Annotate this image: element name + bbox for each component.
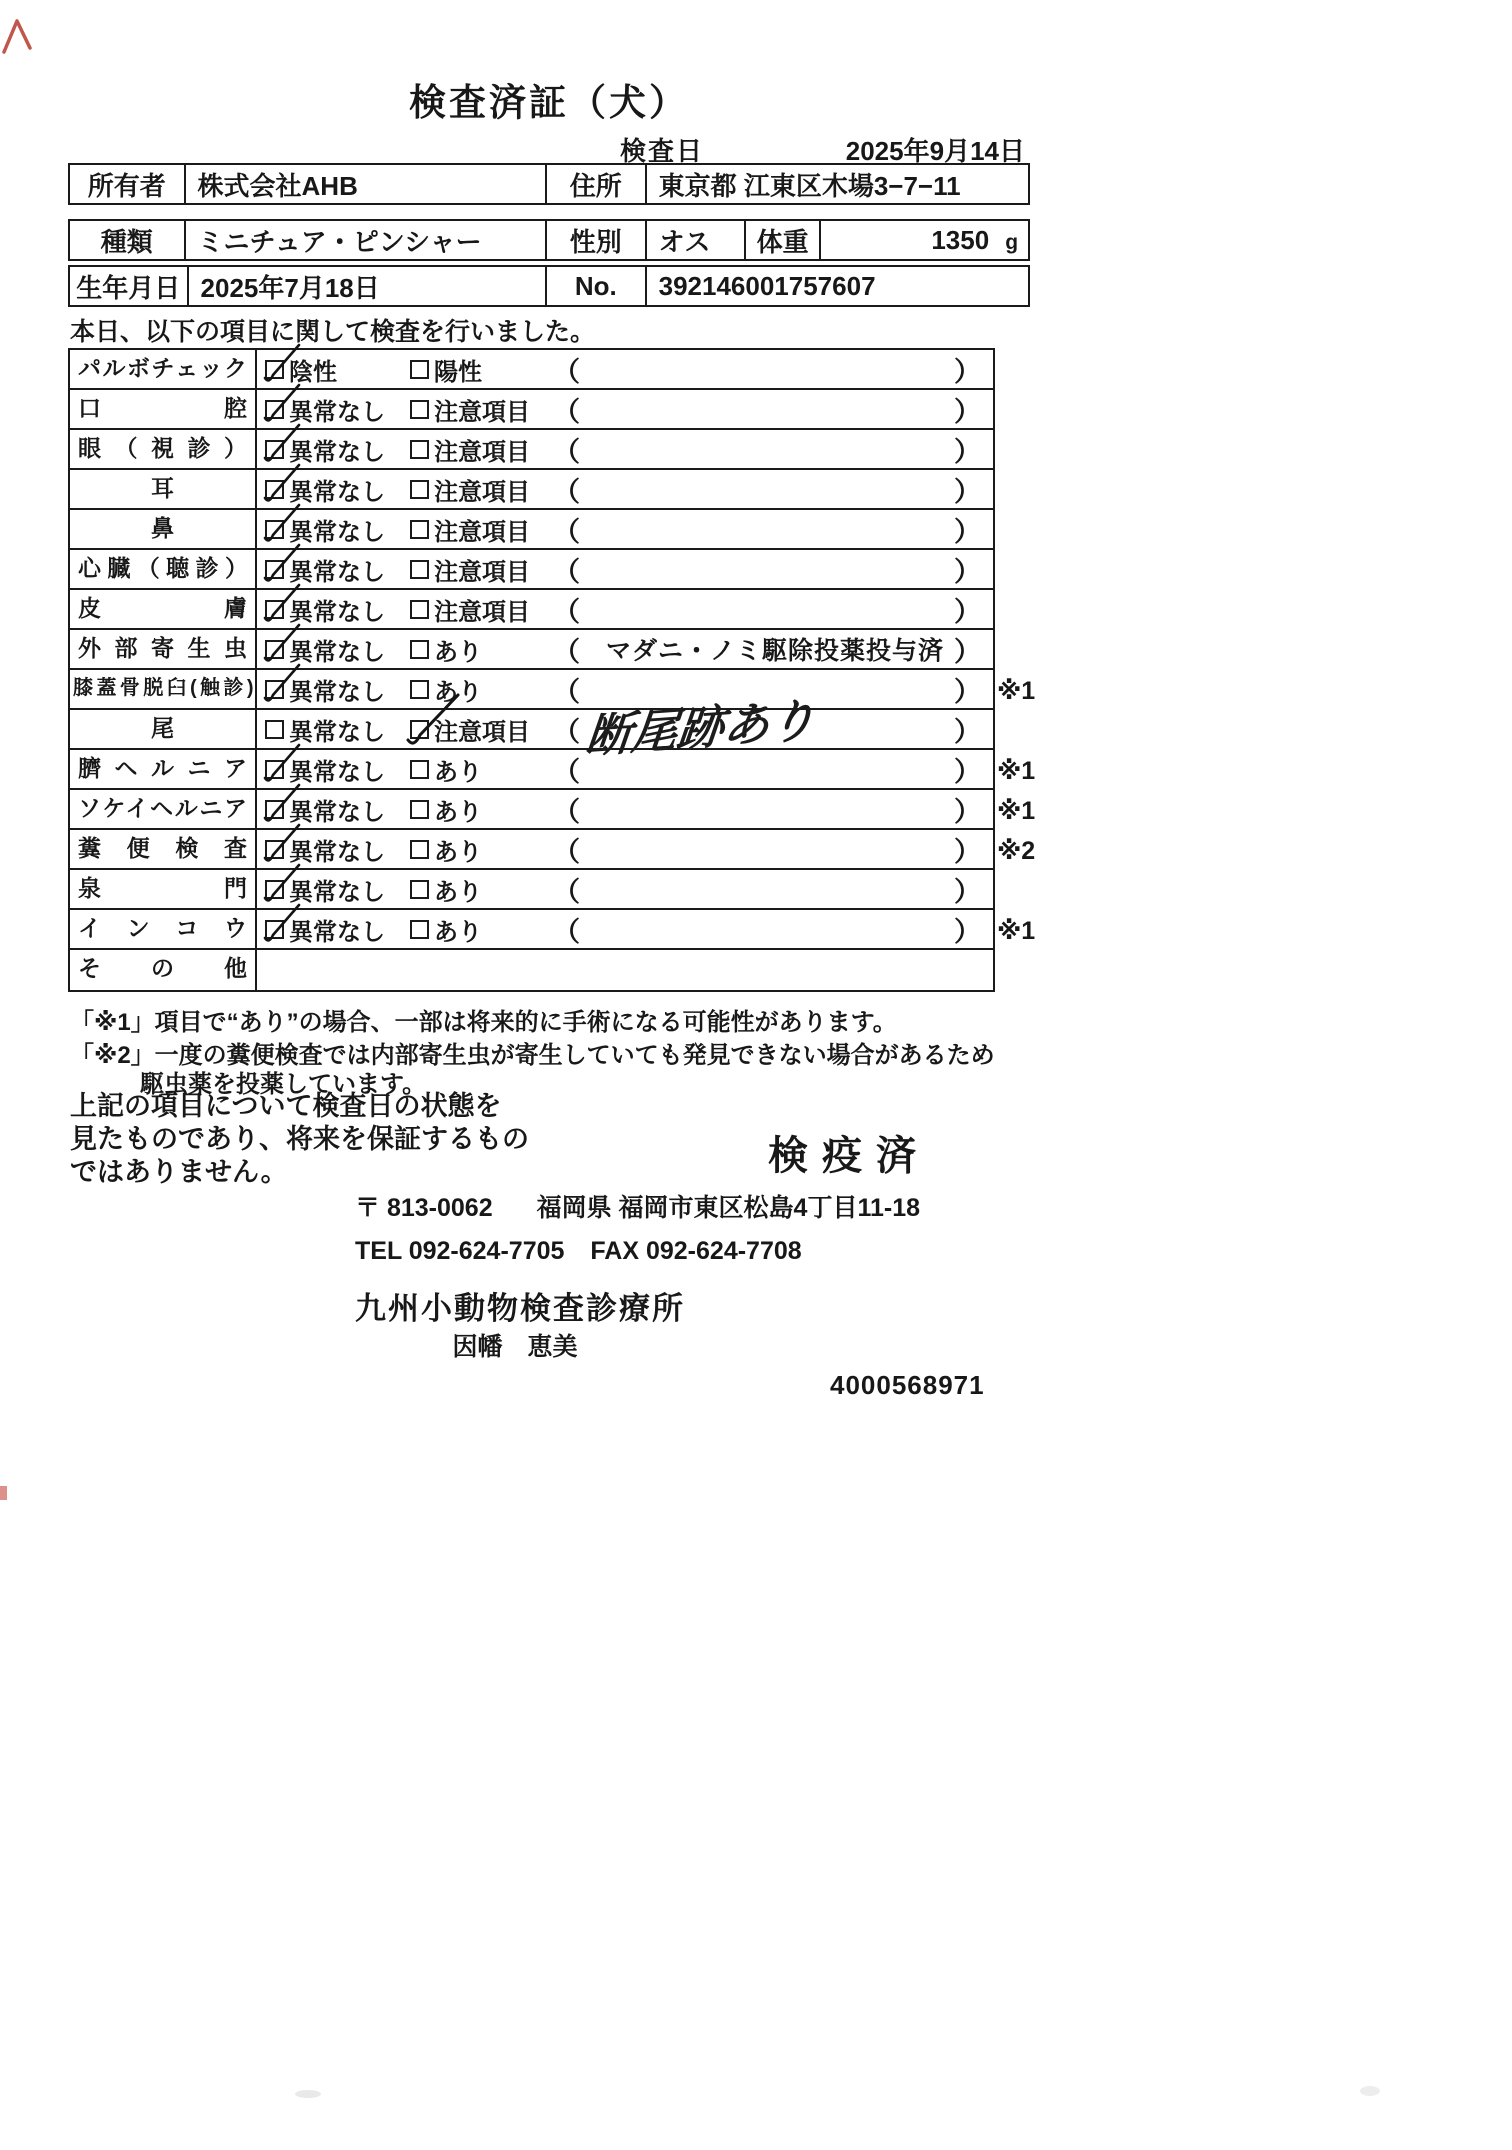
clinic-tel: TEL 092-624-7705 [355,1237,565,1265]
checkbox-option-label: 陽性 [434,358,482,386]
checkbox-option [402,552,547,587]
remarks-cell [547,630,993,668]
handwritten-remark: 断尾跡あり [583,692,819,764]
remarks-cell [547,870,993,908]
reference-mark: ※1 [997,797,1036,825]
breed-value: ミニチュア・ピンシャー [184,221,545,259]
checklist-row [70,430,993,470]
disclaimer-line-3: ではありません。 [70,1157,288,1187]
checkbox [265,800,284,819]
checklist-row [70,470,993,510]
checklist-row [70,790,1036,830]
checkbox-option-label: 異常なし [289,598,385,626]
reference-mark: ※2 [997,837,1036,865]
quarantine-stamp: 検疫済 [768,1134,930,1178]
checkbox [265,440,284,459]
checklist-row [70,550,993,590]
checkbox [410,800,429,819]
open-paren: （ [553,916,580,947]
remarks-cell [547,590,993,628]
checkbox [265,400,284,419]
close-paren: ） [954,516,981,547]
address-value: 東京都 江東区木場3−7−11 [645,165,1028,203]
scan-artifact-smudge [1360,2086,1380,2096]
remarks-cell [547,470,993,508]
checkbox [265,600,284,619]
checkbox [410,520,429,539]
remarks-cell [547,350,993,388]
owner-value: 株式会社AHB [184,165,545,203]
open-paren: （ [553,756,580,787]
remarks-cell [547,910,993,948]
checkbox [410,560,429,579]
checkbox [410,920,429,939]
open-paren: （ [553,716,580,747]
serial-number: 4000568971 [830,1370,985,1400]
checkbox-option-label: あり [434,678,482,706]
clinic-fax: FAX 092-624-7708 [590,1237,802,1265]
remarks-cell [547,750,993,788]
checklist-row [70,390,993,430]
veterinarian-name: 因幡 恵美 [452,1333,578,1361]
checklist-row [70,830,1036,870]
checklist-row [70,750,1036,790]
checkbox-option-label: 注意項目 [434,718,530,746]
close-paren: ） [954,836,981,867]
checkbox-option-label: あり [434,638,482,666]
checkbox-option [402,872,547,907]
sex-label: 性別 [545,221,645,259]
disclaimer-line-2: 見たものであり、将来を保証するもの [70,1124,529,1154]
inspection-date-label: 検査日 [620,136,705,166]
checkbox-option-label: 異常なし [289,798,385,826]
close-paren: ） [954,876,981,907]
open-paren: （ [553,516,580,547]
handwritten-check-mark [257,900,305,948]
owner-row [68,163,1030,205]
checklist-row [70,350,993,390]
remarks-cell [547,830,993,868]
checkbox-option-label: 異常なし [289,638,385,666]
checkbox-option-label: 異常なし [289,678,385,706]
checkbox-option-label: 異常なし [289,918,385,946]
clinic-name: 九州小動物検査診療所 [355,1291,685,1326]
checkbox-option-label: 陰性 [289,358,337,386]
number-label: No. [545,267,645,305]
weight-label: 体重 [744,221,819,259]
birthdate-value: 2025年7月18日 [187,267,545,305]
checkbox [265,480,284,499]
clinic-address-line [355,1188,920,1224]
birthdate-row [68,265,1030,307]
checkbox-option-label: あり [434,798,482,826]
checkbox-option-label: あり [434,918,482,946]
checkbox [410,440,429,459]
checklist-row [70,670,1036,710]
close-paren: ） [954,796,981,827]
checkbox-option [402,632,547,667]
breed-label: 種類 [100,226,153,257]
checkbox-option-label: 異常なし [289,718,385,746]
document-content [68,0,1036,2150]
checkbox-option [402,912,547,947]
checkbox-option-label: 注意項目 [434,438,530,466]
clinic-address: 福岡県 福岡市東区松島4丁目11-18 [536,1194,921,1222]
open-paren: （ [553,596,580,627]
reference-mark: ※1 [997,917,1036,945]
checkbox [410,880,429,899]
checklist-row-label: 皮 膚 [70,590,257,628]
open-paren: （ [553,436,580,467]
checkbox-option [402,712,547,747]
checkbox-option [402,472,547,507]
checkbox-option [402,752,547,787]
checkbox [265,760,284,779]
checkbox-option-label: 異常なし [289,478,385,506]
birthdate-label: 生年月日 [76,272,181,303]
checklist-row [70,590,993,630]
checkbox-option-label: あり [434,838,482,866]
sex-value: オス [645,221,745,259]
checkbox-option [402,352,547,387]
checkbox-option-label: 異常なし [289,398,385,426]
checkbox [265,840,284,859]
document-title: 検査済証（犬） [409,82,689,123]
open-paren: （ [553,876,580,907]
checkbox [410,640,429,659]
checkbox [265,680,284,699]
checklist-row [70,910,1036,950]
close-paren: ） [954,436,981,467]
owner-label: 所有者 [87,170,166,201]
remarks-cell [547,390,993,428]
checkbox-option-label: 異常なし [289,838,385,866]
checkbox [410,360,429,379]
open-paren: （ [553,636,580,667]
checkbox-option-label: 異常なし [289,518,385,546]
checkbox-option [402,832,547,867]
checklist-row-label: 心 臓 （ 聴 診 ） [70,550,257,588]
footnote-2: 「※2」一度の糞便検査では内部寄生虫が寄生していても発見できない場合があるため [70,1042,995,1069]
checklist-row-label: 臍 ヘ ル ニ ア [70,750,257,788]
close-paren: ） [954,596,981,627]
open-paren: （ [553,396,580,427]
checklist-row [70,950,993,990]
handwritten-check-mark [257,660,305,708]
checkbox-option [257,912,402,947]
checklist-row-label: 尾 [70,710,257,748]
open-paren: （ [553,796,580,827]
disclaimer-statement [70,1090,529,1189]
checklist-row-label: 膝蓋骨脱臼(触診) [70,670,257,708]
checklist-row-label: 眼 （ 視 診 ） [70,430,257,468]
checklist-row-label: 糞 便 検 査 [70,830,257,868]
checkbox-option-label: 異常なし [289,878,385,906]
remarks-cell [547,692,993,764]
weight-cell [819,221,1028,259]
close-paren: ） [954,556,981,587]
number-value: 392146001757607 [645,267,1028,305]
handwritten-check-mark [400,692,464,748]
checklist-row-label: 鼻 [70,510,257,548]
close-paren: ） [954,356,981,387]
checklist-row-label: 泉 門 [70,870,257,908]
checklist-row-label: ソケイヘルニア [70,790,257,828]
breed-row [68,219,1030,261]
checkbox-option-label: 注意項目 [434,398,530,426]
checkbox [265,560,284,579]
checkbox [265,920,284,939]
checkbox [265,360,284,379]
checkbox-option-label: あり [434,878,482,906]
checkbox-option [257,672,402,707]
checklist-row-label: パルボチェック [70,350,257,388]
open-paren: （ [553,556,580,587]
checkbox-option-label: 異常なし [289,758,385,786]
checklist-row [70,510,993,550]
checklist-row-label: 外 部 寄 生 虫 [70,630,257,668]
close-paren: ） [954,396,981,427]
checklist-row [70,630,993,670]
checkbox-option [402,592,547,627]
open-paren: （ [553,476,580,507]
checklist-row-label: イ ン コ ウ [70,910,257,948]
spacer [493,1188,537,1224]
remarks-cell [547,790,993,828]
checkbox-option-label: あり [434,758,482,786]
address-label: 住所 [545,165,645,203]
checkbox-option-label: 注意項目 [434,478,530,506]
open-paren: （ [553,836,580,867]
reference-mark: ※1 [997,677,1036,705]
close-paren: ） [954,676,981,707]
checklist-row [70,870,993,910]
checkbox-option-label: 異常なし [289,558,385,586]
clinic-phone-line [355,1237,802,1266]
empty-cell [257,950,993,990]
open-paren: （ [553,356,580,387]
checkbox [265,520,284,539]
checkbox-option [402,392,547,427]
checkbox-option [402,512,547,547]
checklist-table [68,348,1036,992]
reference-mark: ※1 [997,757,1036,785]
clinic-postal-code: 〒 813-0062 [355,1194,493,1222]
spacer [564,1237,590,1266]
checklist-row-label: 口 腔 [70,390,257,428]
intro-sentence: 本日、以下の項目に関して検査を行いました。 [70,318,596,346]
checkbox [410,760,429,779]
weight-value: 1350 [931,224,990,255]
checkbox [410,600,429,619]
checklist-row [70,692,993,764]
footnote-1: 「※1」項目で“あり”の場合、一部は将来的に手術になる可能性があります。 [70,1009,897,1036]
checkbox-option-label: 注意項目 [434,518,530,546]
open-paren: （ [553,676,580,707]
checkbox [265,720,284,739]
checkbox-option [402,432,547,467]
scan-artifact-edge-mark [0,1486,7,1500]
checkbox-option [402,792,547,827]
checklist-row-label: そ の 他 [70,950,257,990]
disclaimer-line-1: 上記の項目について検査日の状態を [70,1091,502,1121]
inspection-date-value: 2025年9月14日 [845,136,1025,166]
checkbox [265,880,284,899]
checkbox-option-label: 異常なし [289,438,385,466]
checkbox [410,840,429,859]
checklist-row-label: 耳 [70,470,257,508]
checkbox [410,720,429,739]
close-paren: ） [954,636,981,667]
checkbox [410,480,429,499]
checkbox [265,640,284,659]
footnote-2-continued: 駆虫薬を投薬しています。 [140,1071,427,1098]
close-paren: ） [954,476,981,507]
checkbox [410,400,429,419]
close-paren: ） [954,716,981,747]
remarks-cell [547,430,993,468]
close-paren: ） [954,756,981,787]
checkbox-option-label: 注意項目 [434,558,530,586]
close-paren: ） [954,916,981,947]
remarks-cell [547,510,993,548]
printed-remark: マダニ・ノミ駆除投薬投与済 [606,637,945,665]
scan-artifact-red-mark [0,8,42,60]
weight-unit: g [1005,231,1019,254]
checkbox-option-label: 注意項目 [434,598,530,626]
remarks-cell [547,550,993,588]
